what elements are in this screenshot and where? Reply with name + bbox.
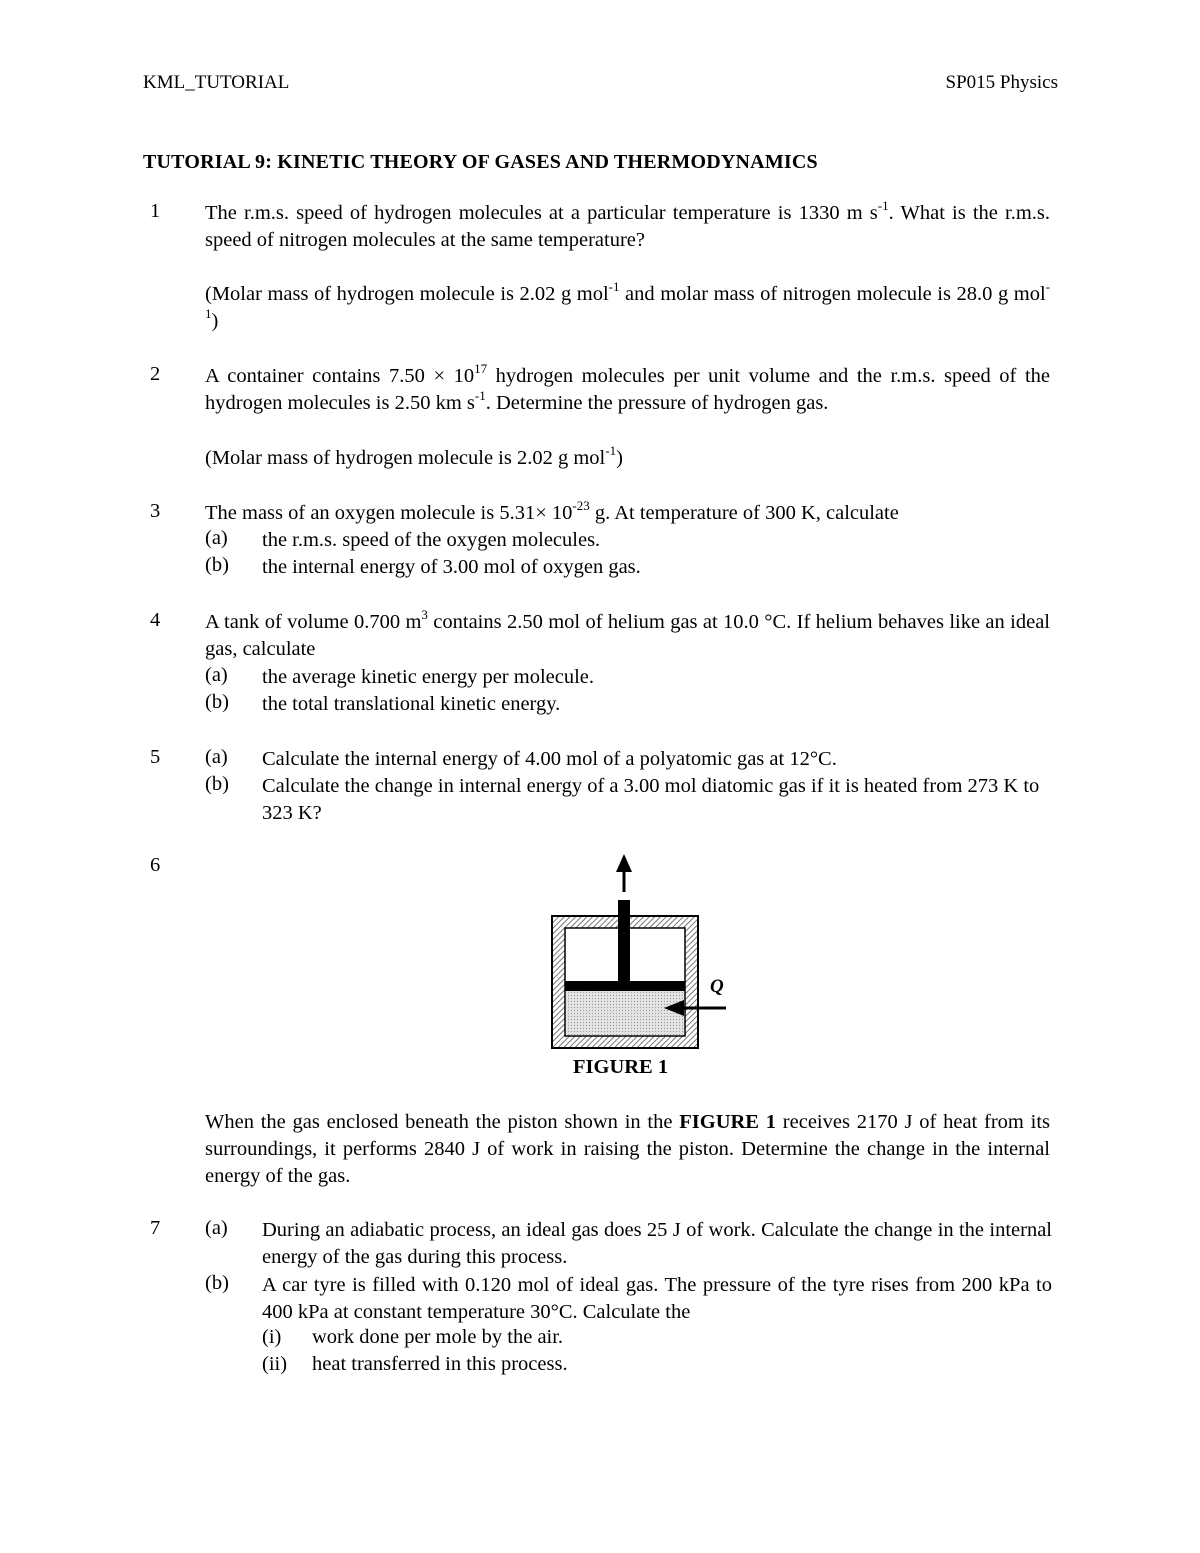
- question-5-part-text: Calculate the internal energy of 4.00 mol of a polyatomic gas at 12°C.: [262, 748, 837, 770]
- piston-plate: [565, 981, 685, 991]
- question-7-subpart-label: (i): [262, 1326, 282, 1348]
- question-number-3: 3: [150, 500, 161, 522]
- question-number-2: 2: [150, 363, 161, 385]
- question-3-part-text: the r.m.s. speed of the oxygen molecules.: [262, 529, 601, 551]
- question-3-part-label: (b): [205, 554, 229, 576]
- up-arrow-head-icon: [616, 854, 632, 872]
- question-6-text: When the gas enclosed beneath the piston shown in the FIGURE 1 receives 2170 J of heat from its surroundings, it performs 2840 J of work in raising the piston. Determine the change in the internal energy of the gas.: [205, 1111, 1051, 1187]
- question-7-part-text: During an adiabatic process, an ideal gas does 25 J of work. Calculate the change in the internal energy of the gas during this process.: [262, 1219, 1052, 1268]
- question-4-part-label: (b): [205, 691, 229, 713]
- question-1-note: (Molar mass of hydrogen molecule is 2.02 g mol$^{-1}$ and molar mass of nitrogen molecule is 28.0 g mol$^{-1}$): [205, 279, 1050, 332]
- question-7-part-text: A car tyre is filled with 0.120 mol of ideal gas. The pressure of the tyre rises from 200 kPa to 400 kPa at constant temperature 30°C. Calculate the: [262, 1274, 1052, 1323]
- gas-region: [566, 990, 684, 1035]
- question-number-7: 7: [150, 1217, 161, 1239]
- question-2-note: (Molar mass of hydrogen molecule is 2.02 g mol$^{-1}$): [205, 443, 623, 469]
- question-4-text: A tank of volume 0.700 $m^3$ contains 2.50 mol of helium gas at 10.0 °C. If helium behaves like an ideal gas, calculate: [205, 607, 1050, 660]
- question-4-part-text: the total translational kinetic energy.: [262, 693, 561, 715]
- question-4-part-label: (a): [205, 664, 228, 686]
- question-5-part-label: (b): [205, 773, 229, 795]
- question-number-5: 5: [150, 746, 161, 768]
- question-number-4: 4: [150, 609, 161, 631]
- question-7-part-label: (b): [205, 1272, 229, 1294]
- question-3-part-label: (a): [205, 527, 228, 549]
- question-1-text: The r.m.s. speed of hydrogen molecules at a particular temperature is 1330 m $s^{-1}$. What is the r.m.s. speed of nitrogen molecules at the same temperature?: [205, 198, 1050, 251]
- question-3-part-text: the internal energy of 3.00 mol of oxygen gas.: [262, 556, 641, 578]
- piston-figure: [540, 850, 740, 1055]
- piston-rod: [618, 900, 630, 982]
- question-4-part-text: the average kinetic energy per molecule.: [262, 666, 595, 688]
- question-7-part-label: (a): [205, 1217, 228, 1239]
- page-title: TUTORIAL 9: KINETIC THEORY OF GASES AND THERMODYNAMICS: [143, 151, 818, 173]
- question-5-part-label: (a): [205, 746, 228, 768]
- header-right: SP015 Physics: [945, 72, 1058, 93]
- question-number-1: 1: [150, 200, 161, 222]
- header-left: KML_TUTORIAL: [143, 72, 290, 93]
- question-7-subpart-text: work done per mole by the air.: [312, 1326, 564, 1348]
- heat-label: Q: [710, 976, 724, 997]
- question-number-6: 6: [150, 854, 161, 876]
- question-3-text: The mass of an oxygen molecule is $5.31\times 10^{-23}$ g. At temperature of 300 K, calculate: [205, 498, 899, 524]
- question-5-part-text: Calculate the change in internal energy of a 3.00 mol diatomic gas if it is heated from 273 K to 323 K?: [262, 775, 1040, 824]
- question-7-subpart-text: heat transferred in this process.: [312, 1353, 568, 1375]
- question-2-text: A container contains $7.50 \times 10^{17}$ hydrogen molecules per unit volume and the r.m.s. speed of the hydrogen molecules is 2.50 km $s^{-1}$. Determine the pressure of hydrogen gas.: [205, 361, 1050, 414]
- figure-caption: FIGURE 1: [573, 1056, 669, 1078]
- question-7-subpart-label: (ii): [262, 1353, 288, 1375]
